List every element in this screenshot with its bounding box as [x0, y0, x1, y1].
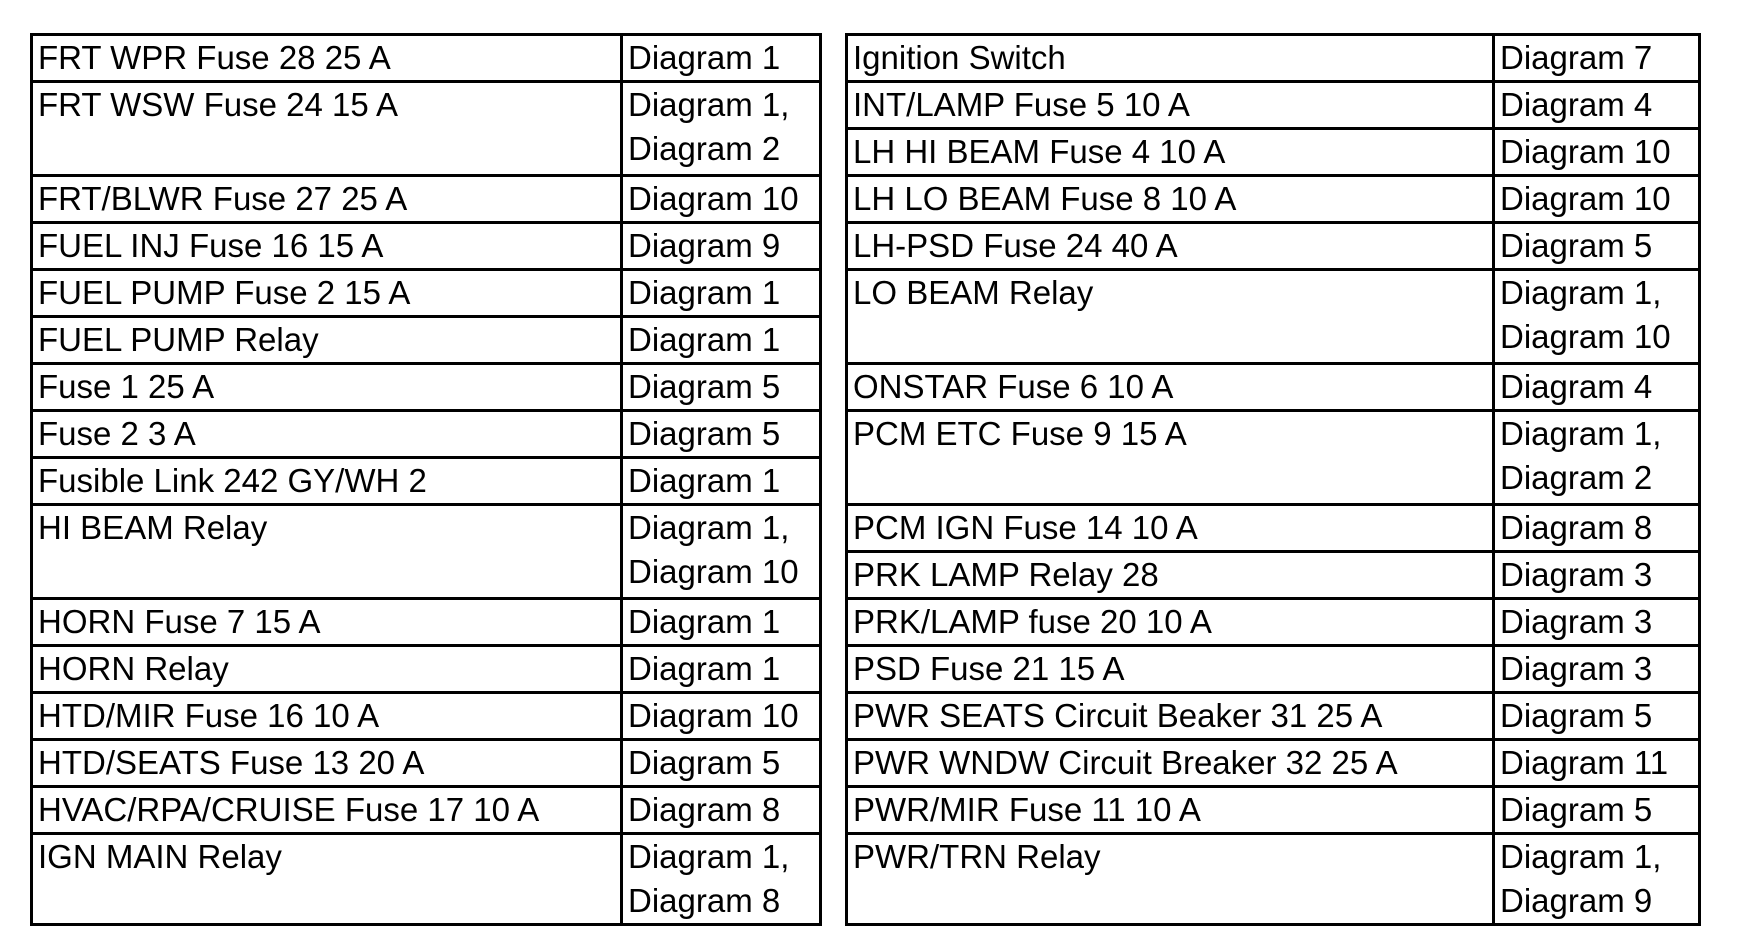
component-name-cell: PCM IGN Fuse 14 10 A	[847, 505, 1494, 552]
table-row	[32, 223, 1700, 270]
table-row	[32, 176, 1700, 223]
diagram-reference-cell	[622, 740, 821, 787]
diagram-reference: Diagram 10	[1500, 180, 1671, 217]
component-name-cell: INT/LAMP Fuse 5 10 A	[847, 82, 1494, 129]
diagram-reference-cell	[1494, 35, 1700, 82]
diagram-reference-cell	[622, 317, 821, 364]
diagram-reference: Diagram 2	[1500, 459, 1653, 496]
diagram-reference-cell	[1494, 505, 1700, 552]
component-name-cell: HTD/MIR Fuse 16 10 A	[32, 693, 622, 740]
diagram-reference: Diagram 1,	[628, 838, 790, 875]
diagram-reference-cell	[1494, 270, 1700, 364]
index-body	[32, 35, 1700, 925]
diagram-reference: Diagram 2	[628, 130, 781, 167]
diagram-reference: Diagram 5	[628, 415, 781, 452]
component-name-cell: PRK/LAMP fuse 20 10 A	[847, 599, 1494, 646]
diagram-reference-cell	[1494, 411, 1700, 505]
component-name-cell: PWR/MIR Fuse 11 10 A	[847, 787, 1494, 834]
component-name-cell: LH HI BEAM Fuse 4 10 A	[847, 129, 1494, 176]
table-row	[32, 82, 1700, 129]
component-name-cell: PCM ETC Fuse 9 15 A	[847, 411, 1494, 505]
diagram-reference-cell	[1494, 364, 1700, 411]
diagram-reference-cell	[622, 411, 821, 458]
diagram-reference: Diagram 10	[628, 553, 799, 590]
diagram-reference-cell	[622, 599, 821, 646]
component-name-cell: HTD/SEATS Fuse 13 20 A	[32, 740, 622, 787]
table-row	[32, 646, 1700, 693]
diagram-reference-cell	[1494, 646, 1700, 693]
component-index-table	[30, 33, 1701, 926]
diagram-reference: Diagram 1	[628, 462, 781, 499]
component-name-cell: HORN Fuse 7 15 A	[32, 599, 622, 646]
diagram-reference: Diagram 9	[1500, 882, 1653, 919]
diagram-reference: Diagram 3	[1500, 603, 1653, 640]
component-name-cell: PRK LAMP Relay 28	[847, 552, 1494, 599]
diagram-reference: Diagram 1	[628, 603, 781, 640]
diagram-reference: Diagram 9	[628, 227, 781, 264]
diagram-reference-cell	[622, 270, 821, 317]
table-row	[32, 411, 1700, 458]
diagram-reference: Diagram 1	[628, 650, 781, 687]
diagram-reference: Diagram 10	[628, 180, 799, 217]
diagram-reference: Diagram 1,	[1500, 838, 1662, 875]
component-name-cell: Ignition Switch	[847, 35, 1494, 82]
diagram-reference-cell	[1494, 129, 1700, 176]
component-name-cell: ONSTAR Fuse 6 10 A	[847, 364, 1494, 411]
component-name-cell: HI BEAM Relay	[32, 505, 622, 599]
diagram-reference-cell	[622, 458, 821, 505]
table-row	[32, 787, 1700, 834]
column-gap	[821, 35, 847, 925]
component-name-cell: PWR WNDW Circuit Breaker 32 25 A	[847, 740, 1494, 787]
diagram-reference-cell	[622, 223, 821, 270]
diagram-reference-cell	[622, 176, 821, 223]
diagram-reference-cell	[622, 35, 821, 82]
component-name-cell: FRT/BLWR Fuse 27 25 A	[32, 176, 622, 223]
diagram-reference: Diagram 1	[628, 321, 781, 358]
diagram-reference: Diagram 1,	[628, 509, 790, 546]
component-name-cell: HVAC/RPA/CRUISE Fuse 17 10 A	[32, 787, 622, 834]
component-name-cell: PWR/TRN Relay	[847, 834, 1494, 925]
diagram-reference: Diagram 4	[1500, 86, 1653, 123]
diagram-reference: Diagram 8	[628, 791, 781, 828]
table-row	[32, 740, 1700, 787]
component-name-cell: LH LO BEAM Fuse 8 10 A	[847, 176, 1494, 223]
diagram-reference-cell	[1494, 693, 1700, 740]
diagram-reference: Diagram 10	[1500, 318, 1671, 355]
table-row	[32, 364, 1700, 411]
diagram-reference: Diagram 5	[628, 368, 781, 405]
diagram-reference-cell	[1494, 599, 1700, 646]
component-name-cell: Fuse 1 25 A	[32, 364, 622, 411]
diagram-reference-cell	[622, 834, 821, 925]
diagram-reference-cell	[1494, 834, 1700, 925]
diagram-reference-cell	[622, 505, 821, 599]
component-name-cell: FRT WSW Fuse 24 15 A	[32, 82, 622, 176]
diagram-reference: Diagram 1,	[1500, 274, 1662, 311]
diagram-reference: Diagram 10	[1500, 133, 1671, 170]
diagram-reference: Diagram 1,	[1500, 415, 1662, 452]
component-name-cell: Fusible Link 242 GY/WH 2	[32, 458, 622, 505]
component-name-cell: LH-PSD Fuse 24 40 A	[847, 223, 1494, 270]
component-name-cell: PWR SEATS Circuit Beaker 31 25 A	[847, 693, 1494, 740]
diagram-reference-cell	[1494, 82, 1700, 129]
diagram-reference: Diagram 8	[1500, 509, 1653, 546]
diagram-reference-cell	[1494, 740, 1700, 787]
component-name-cell: FUEL PUMP Relay	[32, 317, 622, 364]
diagram-reference: Diagram 4	[1500, 368, 1653, 405]
diagram-reference: Diagram 1	[628, 274, 781, 311]
diagram-reference: Diagram 5	[1500, 697, 1653, 734]
component-name-cell: HORN Relay	[32, 646, 622, 693]
component-name-cell: FUEL INJ Fuse 16 15 A	[32, 223, 622, 270]
diagram-reference-cell	[622, 693, 821, 740]
diagram-reference-cell	[1494, 552, 1700, 599]
diagram-reference: Diagram 5	[1500, 791, 1653, 828]
component-name-cell: IGN MAIN Relay	[32, 834, 622, 925]
diagram-reference: Diagram 1	[628, 39, 781, 76]
table-row	[32, 693, 1700, 740]
table-row	[32, 599, 1700, 646]
component-name-cell: PSD Fuse 21 15 A	[847, 646, 1494, 693]
component-name-cell: Fuse 2 3 A	[32, 411, 622, 458]
component-name-cell: LO BEAM Relay	[847, 270, 1494, 364]
diagram-reference-cell	[622, 364, 821, 411]
diagram-reference: Diagram 3	[1500, 650, 1653, 687]
diagram-reference: Diagram 3	[1500, 556, 1653, 593]
diagram-reference-cell	[1494, 223, 1700, 270]
diagram-reference: Diagram 11	[1500, 744, 1669, 781]
diagram-reference-cell	[622, 646, 821, 693]
diagram-reference-cell	[622, 82, 821, 176]
diagram-reference: Diagram 10	[628, 697, 799, 734]
component-name-cell: FUEL PUMP Fuse 2 15 A	[32, 270, 622, 317]
table-row	[32, 35, 1700, 82]
diagram-reference: Diagram 5	[1500, 227, 1653, 264]
diagram-reference-cell	[1494, 176, 1700, 223]
diagram-reference: Diagram 8	[628, 882, 781, 919]
diagram-reference: Diagram 5	[628, 744, 781, 781]
diagram-reference: Diagram 7	[1500, 39, 1653, 76]
diagram-reference-cell	[622, 787, 821, 834]
component-name-cell: FRT WPR Fuse 28 25 A	[32, 35, 622, 82]
diagram-reference: Diagram 1,	[628, 86, 790, 123]
table-row	[32, 270, 1700, 317]
diagram-reference-cell	[1494, 787, 1700, 834]
table-row	[32, 505, 1700, 552]
